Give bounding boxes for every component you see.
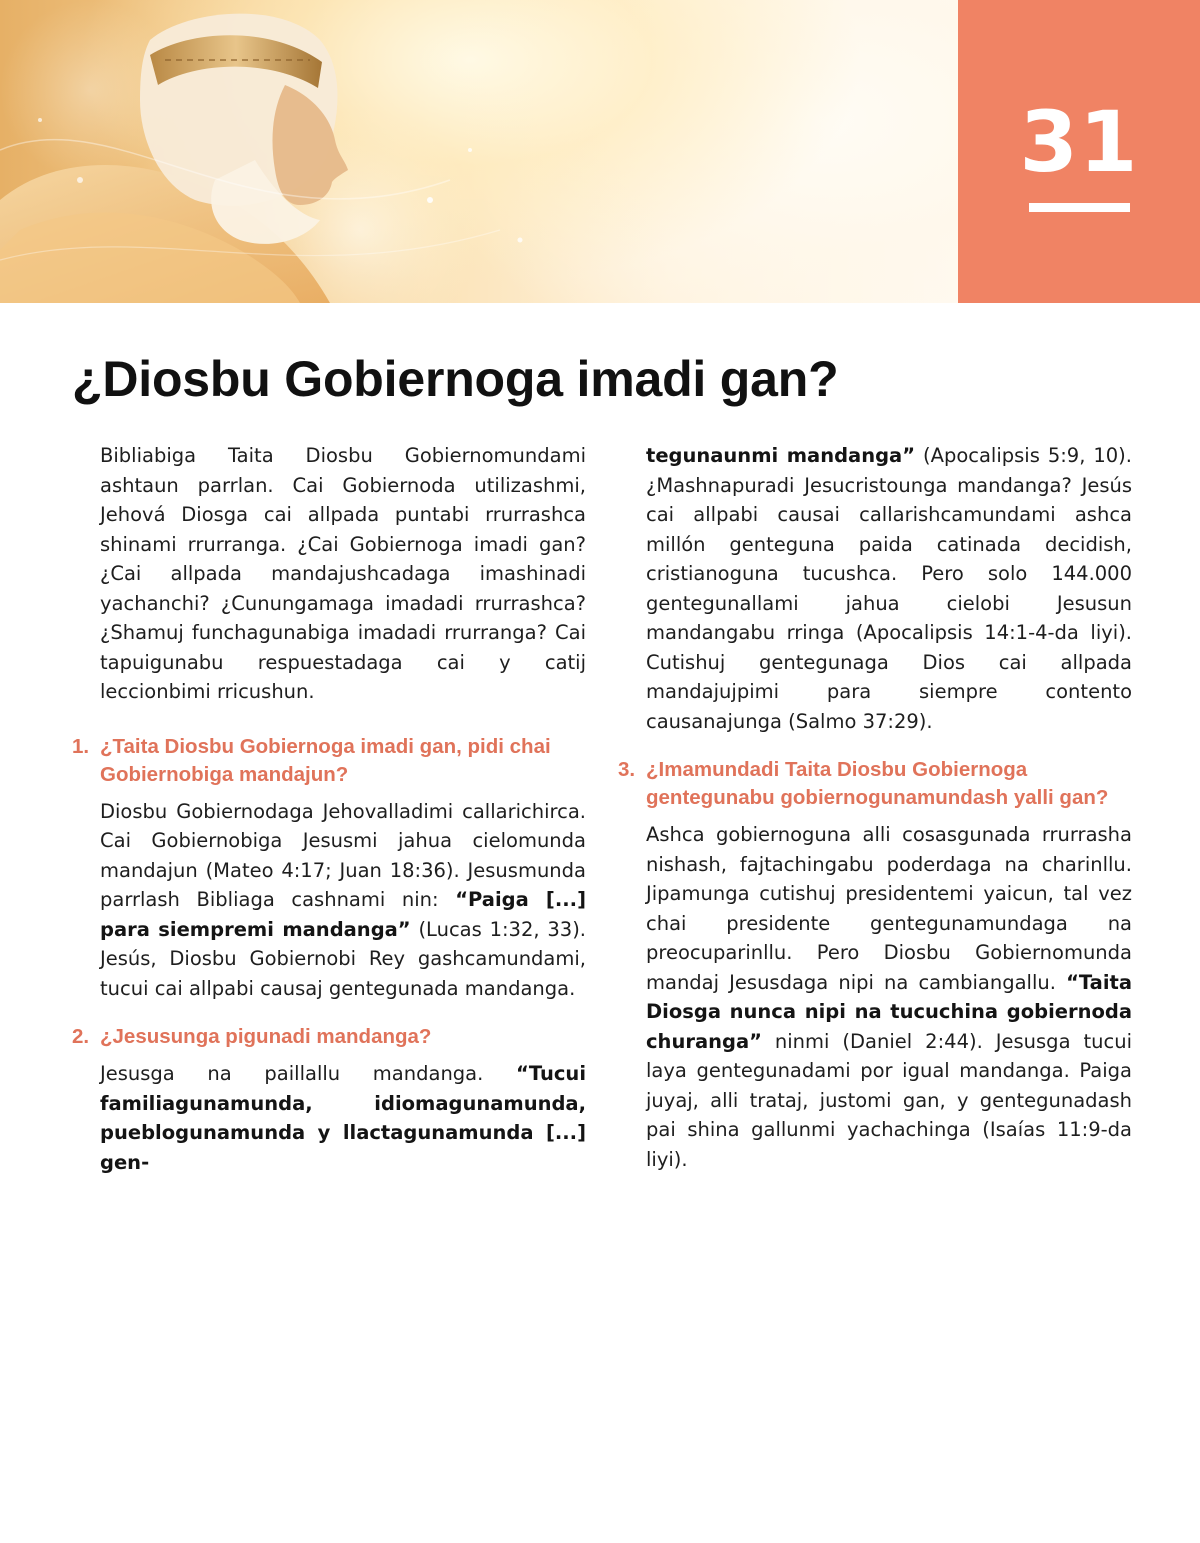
- question-1-number: 1.: [72, 734, 90, 758]
- hero-image: [0, 0, 958, 303]
- page-title: ¿Diosbu Gobiernoga imadi gan?: [72, 351, 839, 407]
- left-column: [72, 441, 586, 1177]
- question-3-text: ¿Imamundadi Taita Diosbu Gobiernoga gentegunabu gobiernogunamundash yalli gan?: [646, 758, 1109, 809]
- lesson-number: 31: [1019, 93, 1139, 191]
- answer-2-part-a: [100, 1059, 586, 1177]
- answer-3-text-b: ninmi (Daniel 2:44). Jesusga tucui laya gentegunadami por igual mandanga. Paiga juyaj, alli trataj, justomi gan, y gentegunadash pai shina gallunmi yachachinga (Isaías 11:9-da liyi).: [646, 1029, 1132, 1171]
- crowned-king-illustration: [0, 0, 958, 303]
- answer-3-text-a: Ashca gobiernoguna alli cosasgunada rrurrasha nishash, fajtachingabu poderdaga na charinllu. Jipamunga cutishuj presidentemi yaicun, tal vez chai presidente gentegunamundaga na preocuparinllu. Pero Diosbu Gobiernomunda mandaj Jesusdaga nipi na cambiangallu.: [646, 823, 1132, 994]
- lesson-number-badge: [958, 0, 1200, 303]
- answer-3: [646, 820, 1132, 1174]
- answer-2-text-b: (Apocalipsis 5:9, 10). ¿Mashnapuradi Jesucristounga mandanga? Jesús cai allpabi causai callarishcamundami ashca millón genteguna paida catinada decidish, cristianoguna tucushca. Pero solo 144.000 gentegunallami jahua cielobi Jesusun mandangabu rringa (Apocalipsis 14:1-4-da liyi). Cutishuj gentegunaga Dios cai allpada mandajujpimi para siempre contento causanajunga (Salmo 37:29).: [646, 444, 1132, 733]
- question-1-text: ¿Taita Diosbu Gobiernoga imadi gan, pidi chai Gobiernobiga mandajun?: [100, 734, 551, 786]
- answer-2-quote-a: “Tucui familiagunamunda, idiomagunamunda, pueblogunamunda y llactagunamunda [...] gen-: [100, 1062, 586, 1174]
- question-3: [618, 756, 1132, 812]
- answer-1-text-b: (Lucas 1:32, 33). Jesús, Diosbu Gobiernobi Rey gashcamundami, tucui cai allpabi causaj gentegunada mandanga.: [100, 917, 586, 1000]
- question-2-number: 2.: [72, 1025, 90, 1048]
- question-2-text: ¿Jesusunga pigunadi mandanga?: [100, 1025, 432, 1048]
- answer-1: [100, 797, 586, 1004]
- right-column: [618, 441, 1132, 1174]
- question-2: [72, 1023, 586, 1051]
- answer-2-text-a: Jesusga na paillallu mandanga.: [100, 1062, 517, 1085]
- answer-1-text-a: Diosbu Gobiernodaga Jehovalladimi callarichirca. Cai Gobiernobiga Jesusmi jahua cielomunda mandajun (Mateo 4:17; Juan 18:36). Jesusmunda parrlash Bibliaga cashnami nin:: [100, 799, 586, 911]
- answer-2-part-b: [646, 441, 1132, 736]
- question-3-number: 3.: [618, 758, 636, 781]
- answer-2-quote-b: tegunaunmi mandanga”: [646, 444, 916, 467]
- answer-1-quote: “Paiga [...] para siempremi mandanga”: [100, 888, 586, 941]
- question-1: [72, 733, 586, 789]
- answer-3-quote: “Taita Diosga nunca nipi na tucuchina gobiernoda churanga”: [646, 970, 1132, 1053]
- lesson-number-underline: [1029, 203, 1130, 212]
- intro-paragraph: Bibliabiga Taita Diosbu Gobiernomundami ashtaun parrlan. Cai Gobiernoda utilizashmi, Jehová Diosga cai allpada puntabi rrurrashca shinami rrurranga. ¿Cai Gobiernoga imadi gan? ¿Cai allpada mandajushcadaga imashinadi yachanchi? ¿Cunungamaga imadadi rrurrashca? ¿Shamuj funchagunabiga imadadi rrurranga? Cai tapuigunabu respuestadaga cai y catij leccionbimi rricushun.: [100, 444, 586, 703]
